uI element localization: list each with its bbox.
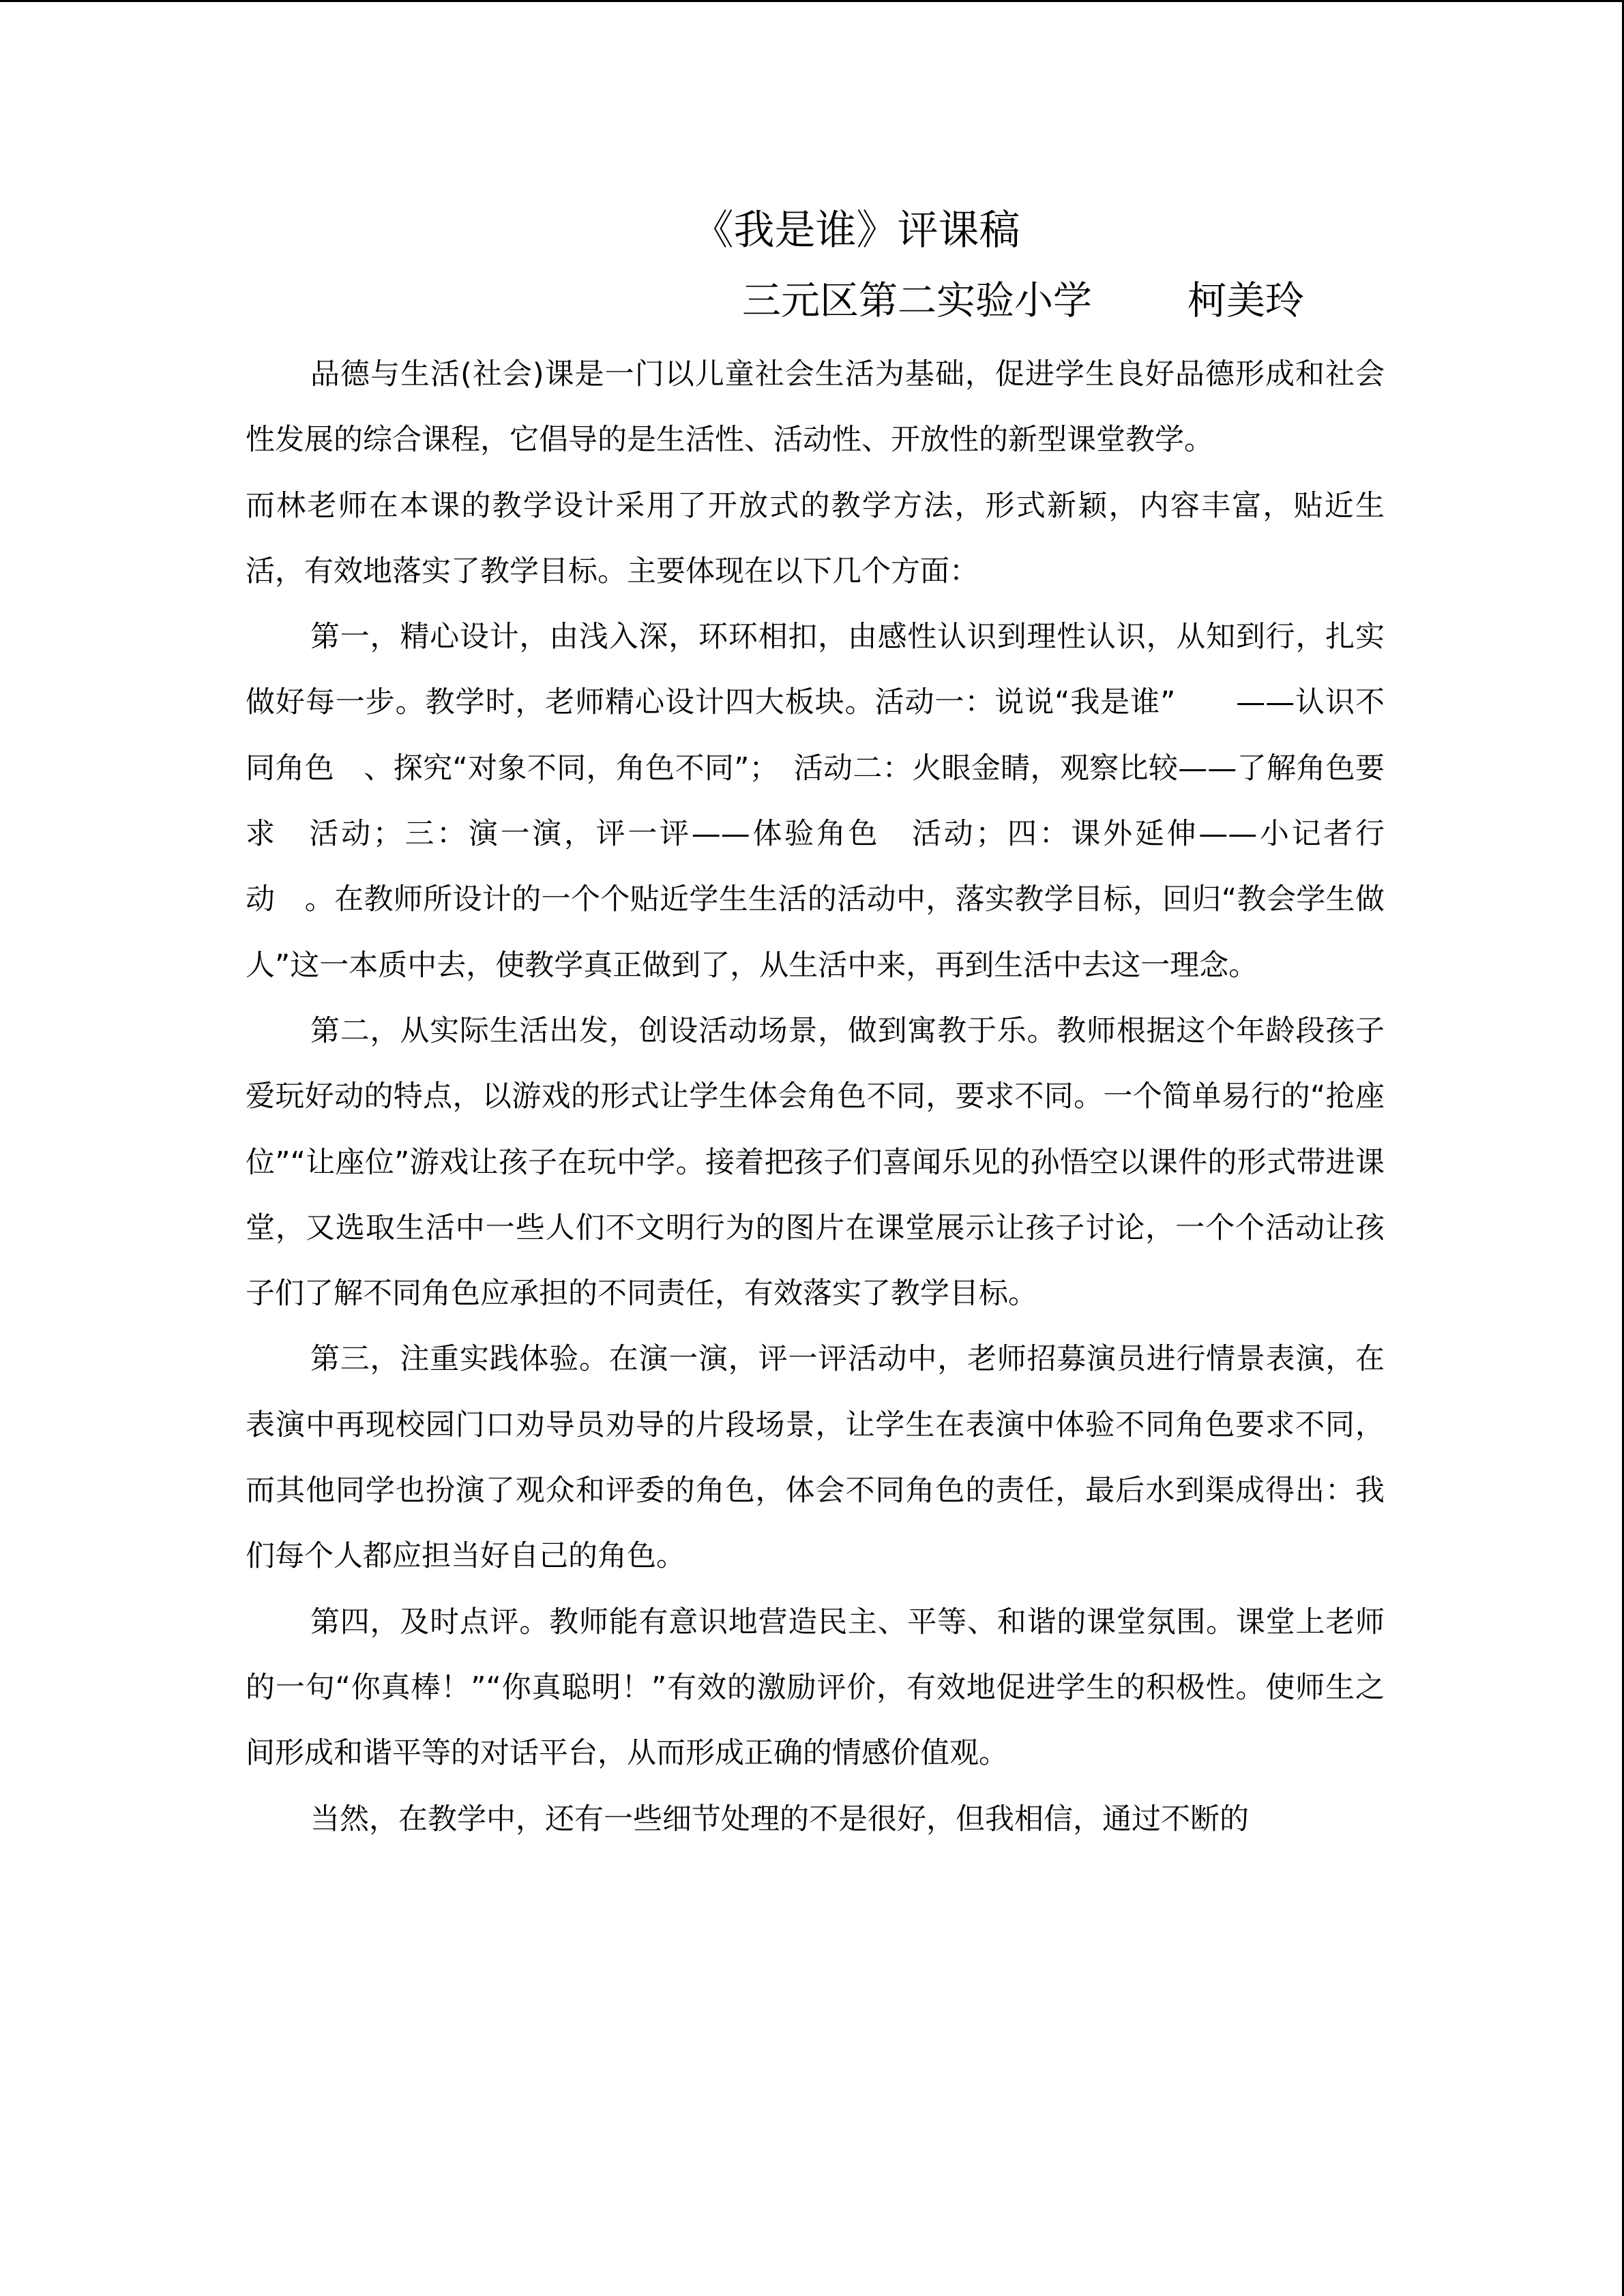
document-body (246, 342, 1385, 1852)
paragraph-point-4: 第四，及时点评。教师能有意识地营造民主、平等、和谐的课堂氛围。课堂上老师的一句“你真棒！”“你真聪明！”有效的激励评价，有效地促进学生的积极性。使师生之间形成和谐平等的对话平台，从而形成正确的情感价值观。 (246, 1605, 1385, 1771)
paragraph-conclusion: 当然，在教学中，还有一些细节处理的不是很好，但我相信，通过不断的 (310, 1802, 1249, 1836)
document-title: 《我是谁》评课稿 (692, 207, 1020, 254)
paragraph-overview: 而林老师在本课的教学设计采用了开放式的教学方法，形式新颖，内容丰富，贴近生活，有效地落实了教学目标。主要体现在以下几个方面： (246, 488, 1385, 588)
author-name: 柯美玲 (1187, 278, 1304, 323)
paragraph-point-2: 第二，从实际生活出发，创设活动场景，做到寓教于乐。教师根据这个年龄段孩子爱玩好动的特点，以游戏的形式让学生体会角色不同，要求不同。一个简单易行的“抢座位”“让座位”游戏让孩子在玩中学。接着把孩子们喜闻乐见的孙悟空以课件的形式带进课堂，又选取生活中一些人们不文明行为的图片在课堂展示让孩子讨论，一个个活动让孩子们了解不同角色应承担的不同责任，有效落实了教学目标。 (246, 1013, 1385, 1311)
byline (742, 273, 1304, 328)
school-name: 三元区第二实验小学 (742, 278, 1092, 323)
paragraph-intro: 品德与生活(社会)课是一门以儿童社会生活为基础，促进学生良好品德形成和社会性发展的综合课程，它倡导的是生活性、活动性、开放性的新型课堂教学。 (246, 357, 1385, 458)
paragraph-point-3: 第三，注重实践体验。在演一演，评一评活动中，老师招募演员进行情景表演，在表演中再现校园门口劝导员劝导的片段场景，让学生在表演中体验不同角色要求不同，而其他同学也扮演了观众和评委的角色，体会不同角色的责任，最后水到渠成得出：我们每个人都应担当好自己的角色。 (246, 1342, 1385, 1574)
paragraph-point-1: 第一，精心设计，由浅入深，环环相扣，由感性认识到理性认识，从知到行，扎实做好每一步。教学时，老师精心设计四大板块。活动一：说说“我是谁” ——认识不同角色 、探究“对象不同，角色不同”； 活动二：火眼金睛，观察比较——了解角色要求 活动；三：演一演，评一评——体验角色 活动；四：课外延伸——小记者行动 。在教师所设计的一个个贴近学生生活的活动中，落实教学目标，回归“教会学生做人”这一本质中去，使教学真正做到了，从生活中来，再到生活中去这一理念。 (246, 620, 1385, 983)
